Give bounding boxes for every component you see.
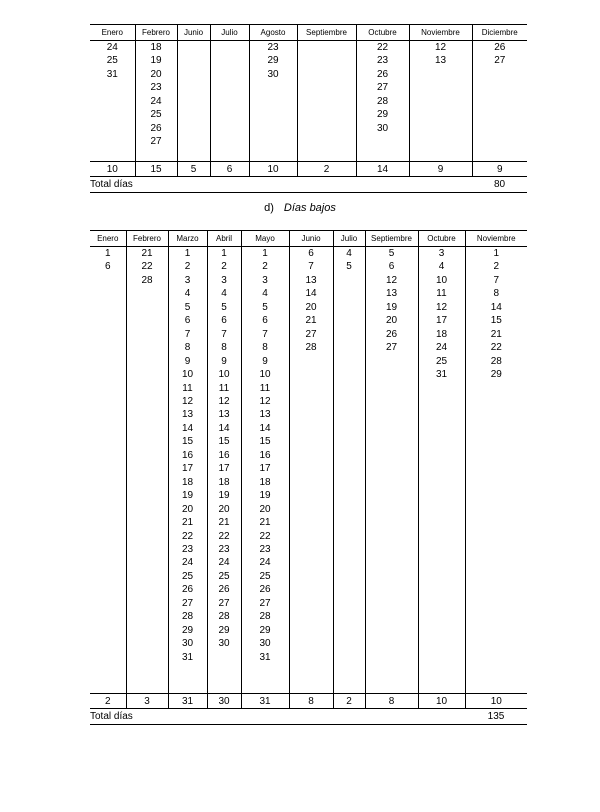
header-row <box>90 231 527 247</box>
day-value: 15 <box>181 436 194 448</box>
day-value: 2 <box>493 261 500 273</box>
day-value: 20 <box>181 503 194 515</box>
day-value: 6 <box>388 261 395 273</box>
days-cell <box>418 247 465 694</box>
header-cell: Febrero <box>135 25 177 41</box>
total-cell: 5 <box>177 162 210 177</box>
header-cell: Octubre <box>418 231 465 247</box>
table-top <box>90 24 527 193</box>
day-value: 21 <box>218 517 230 529</box>
day-value: 20 <box>218 503 230 515</box>
day-value: 4 <box>221 288 227 300</box>
day-value: 18 <box>259 476 271 488</box>
day-value: 5 <box>262 301 268 313</box>
day-value: 5 <box>346 261 352 273</box>
days-cell <box>333 247 365 694</box>
grand-total-value: 80 <box>472 177 527 193</box>
header-cell: Mayo <box>241 231 289 247</box>
day-value: 25 <box>259 570 271 582</box>
total-cell: 9 <box>409 162 472 177</box>
day-value: 17 <box>435 315 448 327</box>
total-cell: 9 <box>472 162 527 177</box>
day-value: 15 <box>490 315 502 327</box>
day-value: 12 <box>259 395 271 407</box>
total-cell: 10 <box>249 162 297 177</box>
total-cell: 8 <box>289 694 333 709</box>
day-value: 7 <box>262 328 268 340</box>
day-value: 7 <box>184 328 191 340</box>
day-value: 12 <box>218 395 230 407</box>
day-value: 17 <box>181 463 194 475</box>
day-value: 23 <box>218 543 230 555</box>
day-value: 7 <box>308 261 314 273</box>
grand-total-label: Total días <box>90 177 472 193</box>
total-cell: 31 <box>168 694 207 709</box>
day-value: 3 <box>438 248 445 259</box>
day-value: 24 <box>259 557 271 569</box>
day-value: 27 <box>494 55 506 67</box>
day-value: 24 <box>218 557 230 569</box>
totals-row <box>90 162 527 177</box>
day-value: 21 <box>181 517 194 529</box>
header-cell: Noviembre <box>409 25 472 41</box>
days-cell <box>249 41 297 162</box>
day-value: 13 <box>181 409 194 421</box>
day-value: 21 <box>259 517 271 529</box>
day-value: 6 <box>262 315 268 327</box>
day-value: 29 <box>259 624 271 636</box>
grand-total-value: 135 <box>465 709 527 725</box>
day-value: 5 <box>388 248 395 259</box>
day-value: 10 <box>435 274 448 286</box>
section-title: Días bajos <box>283 202 336 214</box>
day-value: 19 <box>181 490 194 502</box>
day-value: 22 <box>259 530 271 542</box>
day-value: 30 <box>181 638 194 650</box>
day-value: 10 <box>218 369 230 381</box>
day-value: 31 <box>259 651 271 663</box>
day-value: 12 <box>434 42 447 53</box>
grand-total-label: Total días <box>90 709 465 725</box>
day-value: 18 <box>150 42 162 53</box>
header-cell: Febrero <box>126 231 168 247</box>
day-value: 14 <box>181 422 194 434</box>
days-row <box>90 247 527 694</box>
day-value: 18 <box>435 328 448 340</box>
total-cell: 3 <box>126 694 168 709</box>
day-value: 11 <box>182 382 193 394</box>
day-value: 17 <box>218 463 230 475</box>
day-value: 21 <box>490 328 502 340</box>
day-value: 30 <box>259 638 271 650</box>
day-value: 4 <box>346 248 352 259</box>
day-value: 24 <box>181 557 194 569</box>
day-value: 16 <box>218 449 230 461</box>
totals-row <box>90 694 527 709</box>
day-value: 1 <box>493 248 500 259</box>
day-value: 1 <box>184 248 191 259</box>
day-value: 31 <box>106 68 118 80</box>
day-value: 4 <box>184 288 191 300</box>
day-value: 16 <box>181 449 194 461</box>
header-row <box>90 25 527 41</box>
day-value: 28 <box>305 342 317 354</box>
day-value: 21 <box>305 315 317 327</box>
day-value: 19 <box>385 301 398 313</box>
header-cell: Enero <box>90 25 135 41</box>
day-value: 5 <box>221 301 227 313</box>
day-value: 20 <box>150 68 162 80</box>
total-cell: 10 <box>465 694 527 709</box>
day-value: 24 <box>106 42 118 53</box>
days-cell <box>472 41 527 162</box>
day-value: 11 <box>436 288 447 300</box>
day-value: 30 <box>267 68 279 80</box>
header-cell: Abril <box>207 231 241 247</box>
day-value: 28 <box>141 274 153 286</box>
day-value: 27 <box>385 342 398 354</box>
section-heading <box>0 202 600 214</box>
day-value: 2 <box>221 261 227 273</box>
day-value: 8 <box>184 342 191 354</box>
day-value: 13 <box>385 288 398 300</box>
day-value: 26 <box>494 42 506 53</box>
total-cell: 2 <box>90 694 126 709</box>
total-cell: 2 <box>333 694 365 709</box>
day-value: 14 <box>305 288 317 300</box>
total-cell: 14 <box>356 162 409 177</box>
day-value: 1 <box>104 248 111 259</box>
header-cell: Agosto <box>249 25 297 41</box>
day-value: 28 <box>218 611 230 623</box>
day-value: 13 <box>259 409 271 421</box>
day-value: 14 <box>259 422 271 434</box>
day-value: 10 <box>181 369 194 381</box>
header-cell: Julio <box>210 25 249 41</box>
day-value: 9 <box>221 355 227 367</box>
day-value: 25 <box>106 55 118 67</box>
day-value: 6 <box>104 261 111 273</box>
day-value: 27 <box>305 328 317 340</box>
day-value: 29 <box>490 369 502 381</box>
day-value: 26 <box>218 584 230 596</box>
day-value: 19 <box>150 55 162 67</box>
day-value: 18 <box>181 476 194 488</box>
day-value: 16 <box>259 449 271 461</box>
total-cell: 30 <box>207 694 241 709</box>
days-cell <box>177 41 210 162</box>
day-value: 31 <box>435 369 448 381</box>
day-value: 26 <box>376 68 389 80</box>
table-bottom <box>90 230 527 725</box>
day-value: 15 <box>259 436 271 448</box>
day-value: 29 <box>181 624 194 636</box>
days-cell <box>289 247 333 694</box>
day-value: 26 <box>181 584 194 596</box>
day-value: 6 <box>221 315 227 327</box>
day-value: 6 <box>184 315 191 327</box>
total-cell: 31 <box>241 694 289 709</box>
day-value: 23 <box>181 543 194 555</box>
header-cell: Enero <box>90 231 126 247</box>
day-value: 22 <box>141 261 153 273</box>
day-value: 20 <box>385 315 398 327</box>
day-value: 12 <box>435 301 448 313</box>
day-value: 29 <box>376 109 389 121</box>
day-value: 1 <box>262 248 268 259</box>
day-value: 20 <box>259 503 271 515</box>
day-value: 26 <box>150 122 162 134</box>
section-letter: d) <box>264 202 274 214</box>
day-value: 27 <box>376 82 389 94</box>
day-value: 28 <box>259 611 271 623</box>
day-value: 23 <box>267 42 279 53</box>
day-value: 28 <box>376 95 389 107</box>
day-value: 8 <box>262 342 268 354</box>
day-value: 31 <box>181 651 194 663</box>
day-value: 3 <box>262 274 268 286</box>
header-cell: Octubre <box>356 25 409 41</box>
header-cell: Noviembre <box>465 231 527 247</box>
day-value: 30 <box>376 122 389 134</box>
days-cell <box>126 247 168 694</box>
day-value: 27 <box>150 136 162 148</box>
day-value: 28 <box>181 611 194 623</box>
header-cell: Septiembre <box>365 231 418 247</box>
day-value: 29 <box>218 624 230 636</box>
day-value: 9 <box>262 355 268 367</box>
days-cell <box>90 247 126 694</box>
day-value: 13 <box>305 274 317 286</box>
day-value: 12 <box>385 274 398 286</box>
header-cell: Marzo <box>168 231 207 247</box>
day-value: 20 <box>305 301 317 313</box>
day-value: 25 <box>435 355 448 367</box>
day-value: 23 <box>150 82 162 94</box>
day-value: 27 <box>181 597 194 609</box>
grand-total-row <box>90 177 527 193</box>
day-value: 29 <box>267 55 279 67</box>
day-value: 27 <box>218 597 230 609</box>
day-value: 21 <box>141 248 153 259</box>
day-value: 4 <box>262 288 268 300</box>
day-value: 28 <box>490 355 502 367</box>
day-value: 7 <box>493 274 500 286</box>
days-cell <box>210 41 249 162</box>
days-cell <box>409 41 472 162</box>
day-value: 11 <box>259 382 271 394</box>
days-row <box>90 41 527 162</box>
day-value: 23 <box>376 55 389 67</box>
day-value: 22 <box>218 530 230 542</box>
days-cell <box>356 41 409 162</box>
day-value: 8 <box>493 288 500 300</box>
day-value: 26 <box>385 328 398 340</box>
day-value: 25 <box>150 109 162 121</box>
days-cell <box>207 247 241 694</box>
day-value: 12 <box>181 395 194 407</box>
header-cell: Diciembre <box>472 25 527 41</box>
day-value: 10 <box>259 369 271 381</box>
day-value: 4 <box>438 261 445 273</box>
days-cell <box>135 41 177 162</box>
day-value: 25 <box>181 570 194 582</box>
header-cell: Junio <box>289 231 333 247</box>
day-value: 14 <box>490 301 502 313</box>
day-value: 7 <box>221 328 227 340</box>
days-cell <box>168 247 207 694</box>
day-value: 6 <box>308 248 314 259</box>
day-value: 30 <box>218 638 230 650</box>
day-value: 24 <box>150 95 162 107</box>
day-value: 26 <box>259 584 271 596</box>
day-value: 15 <box>218 436 230 448</box>
days-cell <box>90 41 135 162</box>
day-value: 19 <box>218 490 230 502</box>
day-value: 9 <box>184 355 191 367</box>
days-cell <box>365 247 418 694</box>
day-value: 3 <box>221 274 227 286</box>
total-cell: 8 <box>365 694 418 709</box>
total-cell: 10 <box>90 162 135 177</box>
day-value: 8 <box>221 342 227 354</box>
total-cell: 15 <box>135 162 177 177</box>
days-cell <box>297 41 356 162</box>
day-value: 1 <box>221 248 227 259</box>
day-value: 13 <box>218 409 230 421</box>
day-value: 22 <box>490 342 502 354</box>
day-value: 27 <box>259 597 271 609</box>
day-value: 13 <box>434 55 447 67</box>
days-cell <box>241 247 289 694</box>
day-value: 14 <box>218 422 230 434</box>
day-value: 18 <box>218 476 230 488</box>
header-cell: Junio <box>177 25 210 41</box>
day-value: 17 <box>259 463 271 475</box>
total-cell: 6 <box>210 162 249 177</box>
day-value: 22 <box>181 530 194 542</box>
day-value: 2 <box>262 261 268 273</box>
grand-total-row <box>90 709 527 725</box>
day-value: 3 <box>184 274 191 286</box>
day-value: 24 <box>435 342 448 354</box>
header-cell: Julio <box>333 231 365 247</box>
day-value: 25 <box>218 570 230 582</box>
day-value: 5 <box>184 301 191 313</box>
day-value: 19 <box>259 490 271 502</box>
day-value: 22 <box>376 42 389 53</box>
day-value: 2 <box>184 261 191 273</box>
days-cell <box>465 247 527 694</box>
total-cell: 2 <box>297 162 356 177</box>
total-cell: 10 <box>418 694 465 709</box>
day-value: 11 <box>218 382 230 394</box>
header-cell: Septiembre <box>297 25 356 41</box>
day-value: 23 <box>259 543 271 555</box>
